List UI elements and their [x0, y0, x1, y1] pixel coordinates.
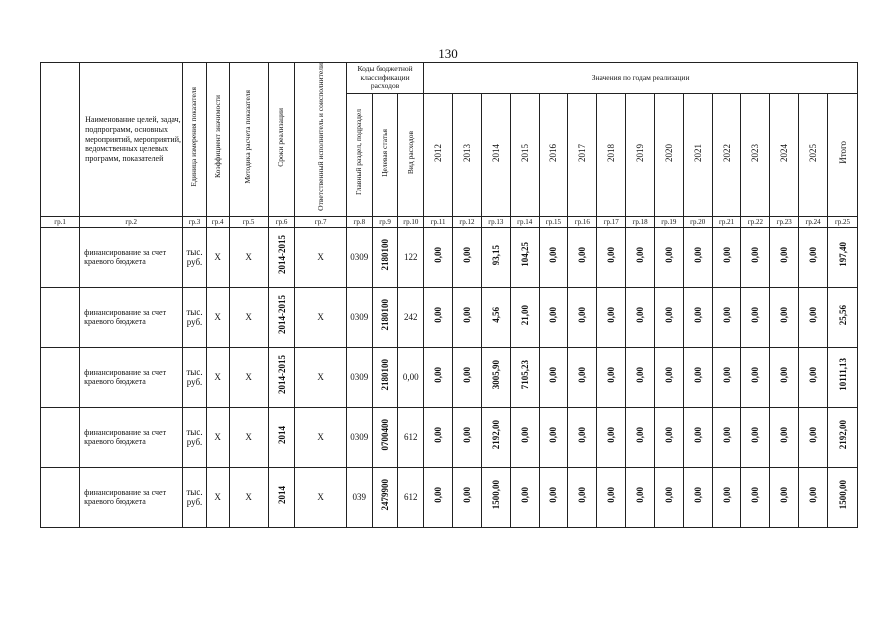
header-year: 2021 — [683, 94, 712, 217]
row-article: 0700400 — [372, 407, 398, 467]
header-year: 2015 — [510, 94, 539, 217]
row-terms: 2014-2015 — [268, 227, 295, 287]
header-exp-type: Вид расходов — [398, 94, 424, 217]
row-year-value: 0,00 — [741, 347, 770, 407]
row-year-value: 4,56 — [481, 287, 510, 347]
row-year-value: 0,00 — [654, 347, 683, 407]
row-year-value: 0,00 — [510, 467, 539, 527]
header-codes-group: Коды бюджетной классификации расходов — [346, 63, 423, 94]
row-year-value: 0,00 — [510, 407, 539, 467]
row-article: 2479900 — [372, 467, 398, 527]
group-label: гр.21 — [712, 216, 741, 227]
header-year: 2016 — [539, 94, 568, 217]
header-year: 2025 — [799, 94, 828, 217]
row-year-value: 0,00 — [799, 467, 828, 527]
header-year: 2013 — [453, 94, 482, 217]
row-year-value: 0,00 — [626, 407, 655, 467]
row-year-value: 0,00 — [539, 407, 568, 467]
row-year-value: 0,00 — [539, 227, 568, 287]
row-year-value: 93,15 — [481, 227, 510, 287]
row-year-value: 0,00 — [626, 227, 655, 287]
group-label: гр.4 — [206, 216, 229, 227]
group-label: гр.12 — [453, 216, 482, 227]
group-label: гр.6 — [268, 216, 295, 227]
row-blank — [41, 407, 80, 467]
header-responsible: Ответственный исполнитель и соисполнители — [295, 63, 347, 217]
group-label: гр.18 — [626, 216, 655, 227]
row-year-value: 0,00 — [539, 467, 568, 527]
row-year-value: 0,00 — [654, 467, 683, 527]
group-label-row — [41, 216, 858, 227]
row-coef: Х — [206, 227, 229, 287]
row-name: финансирование за счет краевого бюджета — [80, 467, 183, 527]
header-coef: Коэффициент значимости — [206, 63, 229, 217]
row-year-value: 0,00 — [626, 287, 655, 347]
row-terms: 2014 — [268, 407, 295, 467]
row-year-value: 0,00 — [741, 227, 770, 287]
row-year-value: 0,00 — [568, 227, 597, 287]
row-year-value: 104,25 — [510, 227, 539, 287]
row-year-value: 0,00 — [424, 467, 453, 527]
row-year-value: 7105,23 — [510, 347, 539, 407]
row-exp-type: 612 — [398, 407, 424, 467]
row-name: финансирование за счет краевого бюджета — [80, 407, 183, 467]
group-label: гр.24 — [799, 216, 828, 227]
row-year-value: 0,00 — [626, 347, 655, 407]
row-name: финансирование за счет краевого бюджета — [80, 347, 183, 407]
row-year-value: 0,00 — [799, 227, 828, 287]
group-label: гр.3 — [183, 216, 207, 227]
row-year-value: 0,00 — [741, 407, 770, 467]
row-coef: Х — [206, 347, 229, 407]
page-number: 130 — [438, 46, 458, 61]
row-year-value: 0,00 — [568, 407, 597, 467]
header-values-group: Значения по годам реализации — [424, 63, 858, 94]
row-responsible: Х — [295, 227, 347, 287]
row-unit: тыс. руб. — [183, 467, 207, 527]
table-row — [41, 347, 858, 407]
row-year-value: 0,00 — [424, 407, 453, 467]
row-exp-type: 612 — [398, 467, 424, 527]
table-body — [41, 227, 858, 527]
row-year-value: 0,00 — [424, 227, 453, 287]
row-terms: 2014-2015 — [268, 287, 295, 347]
row-year-value: 0,00 — [597, 287, 626, 347]
row-year-value: 0,00 — [597, 347, 626, 407]
row-year-value: 0,00 — [453, 287, 482, 347]
row-section: 0309 — [346, 407, 372, 467]
group-label: гр.1 — [41, 216, 80, 227]
table-row — [41, 287, 858, 347]
row-year-value: 0,00 — [683, 467, 712, 527]
row-section: 0309 — [346, 287, 372, 347]
row-coef: Х — [206, 287, 229, 347]
row-year-value: 0,00 — [799, 407, 828, 467]
row-year-value: 0,00 — [453, 347, 482, 407]
header-blank — [41, 63, 80, 217]
budget-table — [40, 62, 858, 528]
group-label: гр.9 — [372, 216, 398, 227]
row-section: 0309 — [346, 347, 372, 407]
header-year: 2018 — [597, 94, 626, 217]
row-year-value: 0,00 — [741, 287, 770, 347]
row-responsible: Х — [295, 347, 347, 407]
group-label: гр.23 — [770, 216, 799, 227]
row-year-value: 0,00 — [539, 287, 568, 347]
header-method: Методика расчета показателя — [229, 63, 268, 217]
group-label: гр.15 — [539, 216, 568, 227]
table-row — [41, 407, 858, 467]
row-year-value: 0,00 — [712, 287, 741, 347]
header-year: 2017 — [568, 94, 597, 217]
row-year-value: 0,00 — [597, 467, 626, 527]
row-year-value: 0,00 — [654, 227, 683, 287]
row-year-value: 0,00 — [568, 347, 597, 407]
header-article: Целевая статья — [372, 94, 398, 217]
row-total: 25,56 — [828, 287, 858, 347]
row-year-value: 0,00 — [712, 407, 741, 467]
row-year-value: 0,00 — [453, 227, 482, 287]
row-total: 1500,00 — [828, 467, 858, 527]
row-year-value: 0,00 — [683, 347, 712, 407]
row-article: 2180100 — [372, 287, 398, 347]
header-year: 2020 — [654, 94, 683, 217]
header-year: 2022 — [712, 94, 741, 217]
row-method: Х — [229, 467, 268, 527]
header-section: Главный раздел, подраздел — [346, 94, 372, 217]
group-label: гр.11 — [424, 216, 453, 227]
row-year-value: 0,00 — [712, 467, 741, 527]
group-label: гр.8 — [346, 216, 372, 227]
row-year-value: 1500,00 — [481, 467, 510, 527]
row-year-value: 0,00 — [453, 467, 482, 527]
row-year-value: 0,00 — [568, 467, 597, 527]
row-total: 10111,13 — [828, 347, 858, 407]
row-year-value: 0,00 — [626, 467, 655, 527]
row-method: Х — [229, 227, 268, 287]
row-coef: Х — [206, 467, 229, 527]
row-responsible: Х — [295, 407, 347, 467]
row-unit: тыс. руб. — [183, 287, 207, 347]
row-article: 2180100 — [372, 347, 398, 407]
row-exp-type: 0,00 — [398, 347, 424, 407]
row-year-value: 0,00 — [712, 347, 741, 407]
group-label: гр.19 — [654, 216, 683, 227]
group-label: гр.16 — [568, 216, 597, 227]
row-total: 2192,00 — [828, 407, 858, 467]
row-year-value: 21,00 — [510, 287, 539, 347]
row-method: Х — [229, 407, 268, 467]
row-blank — [41, 287, 80, 347]
row-name: финансирование за счет краевого бюджета — [80, 287, 183, 347]
row-year-value: 0,00 — [683, 407, 712, 467]
group-label: гр.22 — [741, 216, 770, 227]
row-method: Х — [229, 347, 268, 407]
row-year-value: 0,00 — [770, 227, 799, 287]
row-terms: 2014 — [268, 467, 295, 527]
header-year: 2024 — [770, 94, 799, 217]
row-year-value: 0,00 — [741, 467, 770, 527]
row-year-value: 0,00 — [453, 407, 482, 467]
group-label: гр.17 — [597, 216, 626, 227]
group-label: гр.13 — [481, 216, 510, 227]
row-year-value: 0,00 — [799, 347, 828, 407]
row-unit: тыс. руб. — [183, 347, 207, 407]
row-year-value: 0,00 — [539, 347, 568, 407]
header-year: 2019 — [626, 94, 655, 217]
row-exp-type: 242 — [398, 287, 424, 347]
row-year-value: 0,00 — [683, 287, 712, 347]
row-responsible: Х — [295, 287, 347, 347]
row-terms: 2014-2015 — [268, 347, 295, 407]
group-label: гр.14 — [510, 216, 539, 227]
group-label: гр.10 — [398, 216, 424, 227]
header-unit: Единица измерения показателя — [183, 63, 207, 217]
row-name: финансирование за счет краевого бюджета — [80, 227, 183, 287]
row-blank — [41, 347, 80, 407]
row-year-value: 0,00 — [770, 407, 799, 467]
header-year: 2023 — [741, 94, 770, 217]
row-year-value: 3005,90 — [481, 347, 510, 407]
row-year-value: 0,00 — [683, 227, 712, 287]
table-row — [41, 227, 858, 287]
row-year-value: 0,00 — [654, 407, 683, 467]
row-total: 197,40 — [828, 227, 858, 287]
row-responsible: Х — [295, 467, 347, 527]
row-year-value: 0,00 — [654, 287, 683, 347]
row-method: Х — [229, 287, 268, 347]
row-unit: тыс. руб. — [183, 227, 207, 287]
row-year-value: 0,00 — [712, 227, 741, 287]
group-label: гр.2 — [80, 216, 183, 227]
row-year-value: 0,00 — [424, 287, 453, 347]
row-year-value: 0,00 — [597, 227, 626, 287]
row-article: 2180100 — [372, 227, 398, 287]
row-exp-type: 122 — [398, 227, 424, 287]
row-section: 0309 — [346, 227, 372, 287]
row-blank — [41, 467, 80, 527]
header-total: Итого — [828, 94, 858, 217]
row-year-value: 0,00 — [597, 407, 626, 467]
row-year-value: 2192,00 — [481, 407, 510, 467]
header-year: 2012 — [424, 94, 453, 217]
row-year-value: 0,00 — [770, 347, 799, 407]
row-coef: Х — [206, 407, 229, 467]
row-year-value: 0,00 — [770, 467, 799, 527]
group-label: гр.25 — [828, 216, 858, 227]
table-row — [41, 467, 858, 527]
row-year-value: 0,00 — [799, 287, 828, 347]
group-label: гр.7 — [295, 216, 347, 227]
group-label: гр.5 — [229, 216, 268, 227]
row-year-value: 0,00 — [568, 287, 597, 347]
header-name: Наименование целей, задач, подпрограмм, основных мероприятий, мероприятий, ведомственных целевых программ, показателей — [80, 63, 183, 217]
row-year-value: 0,00 — [424, 347, 453, 407]
header-terms: Сроки реализации — [268, 63, 295, 217]
row-blank — [41, 227, 80, 287]
row-year-value: 0,00 — [770, 287, 799, 347]
row-unit: тыс. руб. — [183, 407, 207, 467]
header-year: 2014 — [481, 94, 510, 217]
row-section: 039 — [346, 467, 372, 527]
group-label: гр.20 — [683, 216, 712, 227]
